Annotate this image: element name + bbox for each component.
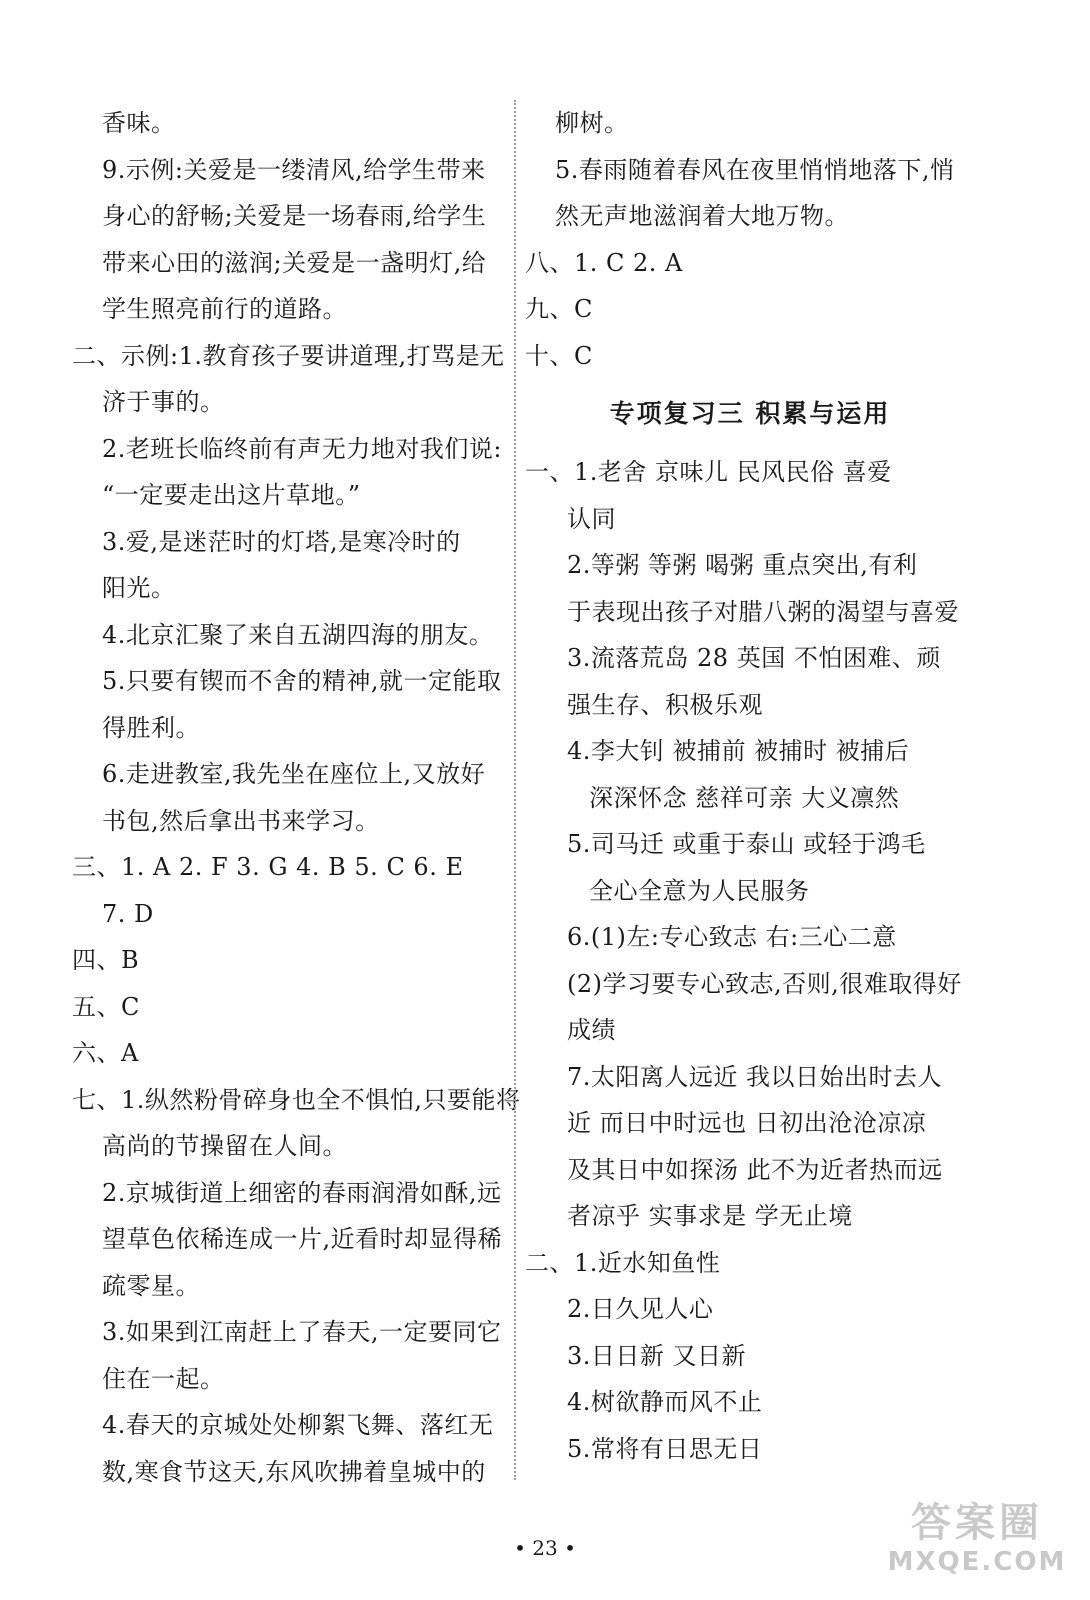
answer-line: 5.常将有日思无日 bbox=[567, 1434, 763, 1463]
answer-line: 二、示例:1.教育孩子要讲道理,打骂是无 bbox=[72, 341, 505, 370]
answer-line: 2.京城街道上细密的春雨润滑如酥,远 bbox=[102, 1178, 502, 1207]
answer-line: 四、B bbox=[72, 946, 140, 974]
answer-line: 九、C bbox=[525, 295, 593, 323]
answer-line: 六、A bbox=[72, 1039, 139, 1067]
answer-line: 十、C bbox=[525, 341, 593, 370]
answer-line: 住在一起。 bbox=[102, 1364, 225, 1393]
answer-line: 香味。 bbox=[102, 109, 176, 137]
answer-line: (2)学习要专心致志,否则,很难取得好 bbox=[567, 969, 962, 998]
answer-line: 学生照亮前行的道路。 bbox=[102, 295, 347, 323]
answer-line: 身心的舒畅;关爱是一场春雨,给学生 bbox=[102, 202, 487, 230]
right-column-bottom bbox=[525, 449, 975, 1472]
answer-line: 6.走进教室,我先坐在座位上,又放好 bbox=[102, 760, 486, 788]
answer-line: 认同 bbox=[567, 504, 616, 533]
answer-line: 成绩 bbox=[567, 1016, 616, 1044]
answer-line: 疏零星。 bbox=[102, 1271, 200, 1300]
answer-line: 五、C bbox=[72, 992, 140, 1021]
answer-line: 3.流落荒岛 28 英国 不怕困难、顽 bbox=[567, 644, 941, 672]
section-heading: 专项复习三 积累与运用 bbox=[609, 399, 891, 428]
answer-line: 5.司马迁 或重于泰山 或轻于鸿毛 bbox=[567, 830, 926, 858]
answer-line: 2.老班长临终前有声无力地对我们说: bbox=[102, 434, 502, 463]
answer-line: 者凉乎 实事求是 学无止境 bbox=[567, 1202, 853, 1230]
answer-line: 济于事的。 bbox=[102, 388, 225, 416]
answer-line: 高尚的节操留在人间。 bbox=[102, 1132, 347, 1160]
page-number: • 23 • bbox=[514, 1536, 576, 1560]
answer-line: 柳树。 bbox=[555, 109, 629, 137]
column-divider bbox=[514, 100, 516, 1480]
right-column bbox=[525, 100, 975, 1472]
answer-line: 4.春天的京城处处柳絮飞舞、落红无 bbox=[102, 1411, 494, 1439]
answer-line: 6.(1)左:专心致志 右:三心二意 bbox=[567, 923, 897, 951]
answer-line: 于表现出孩子对腊八粥的渴望与喜爱 bbox=[567, 597, 959, 626]
answer-line: 3.如果到江南赶上了春天,一定要同它 bbox=[102, 1318, 502, 1346]
answer-line: 7. D bbox=[102, 899, 154, 928]
answer-line: 9.示例:关爱是一缕清风,给学生带来 bbox=[102, 155, 486, 184]
answer-line: 3.爱,是迷茫时的灯塔,是寒冷时的 bbox=[102, 527, 461, 556]
answer-line: 4.北京汇聚了来自五湖四海的朋友。 bbox=[102, 620, 494, 649]
answer-line: 数,寒食节这天,东风吹拂着皇城中的 bbox=[102, 1457, 486, 1486]
answer-line: 5.只要有锲而不舍的精神,就一定能取 bbox=[102, 667, 502, 695]
answer-line: 4.李大钊 被捕前 被捕时 被捕后 bbox=[567, 737, 910, 765]
right-column-top bbox=[525, 100, 975, 379]
answer-line: 2.日久见人心 bbox=[567, 1295, 714, 1323]
answer-line: 然无声地滋润着大地万物。 bbox=[555, 202, 849, 230]
answer-line: 4.树欲静而风不止 bbox=[567, 1388, 763, 1416]
answer-line: 全心全意为人民服务 bbox=[589, 876, 810, 905]
answer-line: 二、1.近水知鱼性 bbox=[525, 1248, 721, 1277]
answer-line: 7.太阳离人远近 我以日始出时去人 bbox=[567, 1062, 943, 1091]
answer-line: 得胜利。 bbox=[102, 713, 200, 742]
answer-line: 望草色依稀连成一片,近看时却显得稀 bbox=[102, 1225, 503, 1253]
answer-line: 阳光。 bbox=[102, 574, 176, 602]
watermark-bottom: MXQE.COM bbox=[887, 1547, 1067, 1577]
answer-line: 带来心田的滋润;关爱是一盏明灯,给 bbox=[102, 248, 487, 277]
answer-line: 及其日中如探汤 此不为近者热而远 bbox=[567, 1155, 943, 1184]
answer-line: 2.等粥 等粥 喝粥 重点突出,有利 bbox=[567, 551, 918, 579]
watermark-logo bbox=[882, 1500, 1072, 1586]
answer-line: 深深怀念 慈祥可亲 大义凛然 bbox=[589, 783, 900, 812]
answer-line: 近 而日中时远也 日初出沧沧凉凉 bbox=[567, 1109, 927, 1137]
answer-line: 3.日日新 又日新 bbox=[567, 1341, 747, 1370]
answer-line: 八、1. C 2. A bbox=[525, 248, 683, 277]
answer-line: 七、1.纵然粉骨碎身也全不惧怕,只要能将 bbox=[72, 1085, 521, 1114]
answer-line: “一定要走出这片草地。” bbox=[102, 481, 361, 509]
answer-line: 5.春雨随着春风在夜里悄悄地落下,悄 bbox=[555, 155, 955, 184]
answer-line: 一、1.老舍 京味儿 民风民俗 喜爱 bbox=[525, 458, 892, 486]
answer-line: 强生存、积极乐观 bbox=[567, 690, 763, 719]
answer-line: 书包,然后拿出书来学习。 bbox=[102, 806, 380, 835]
left-column bbox=[72, 100, 521, 1495]
watermark-top: 答案圈 bbox=[911, 1500, 1043, 1546]
answer-line: 三、1. A 2. F 3. G 4. B 5. C 6. E bbox=[72, 853, 464, 881]
